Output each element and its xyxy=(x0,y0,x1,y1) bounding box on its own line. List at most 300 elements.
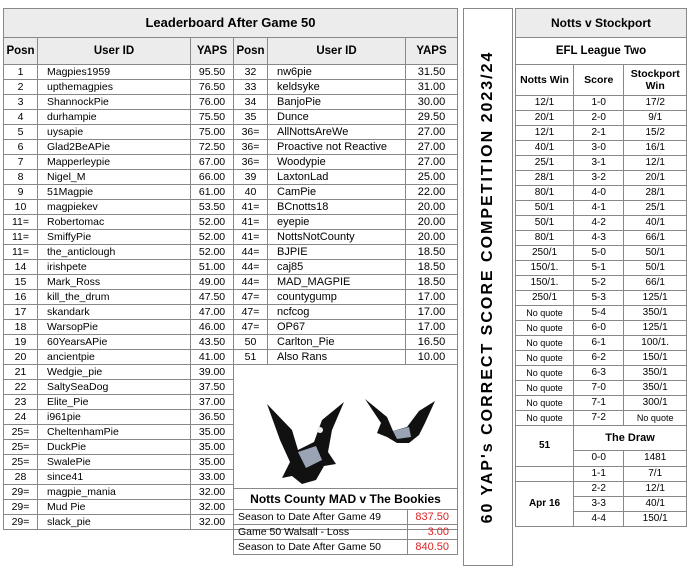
match-title: Notts v Stockport xyxy=(516,9,687,38)
yaps-cell: 52.00 xyxy=(191,245,234,260)
yaps-cell: 17.00 xyxy=(406,305,458,320)
table-row xyxy=(4,95,458,110)
mad-label: Season to Date After Game 49 xyxy=(234,510,408,525)
user-cell: ShannockPie xyxy=(38,95,191,110)
table-row xyxy=(4,80,458,95)
table-row xyxy=(4,230,458,245)
user-cell: Carlton_Pie xyxy=(268,335,406,350)
posn-cell: 29= xyxy=(4,500,38,515)
posn-cell: 4 xyxy=(4,110,38,125)
yaps-cell: 37.50 xyxy=(191,380,234,395)
mad-table xyxy=(233,488,458,555)
home-odds: No quote xyxy=(516,381,574,396)
draw-odds: 40/1 xyxy=(624,497,687,512)
yaps-cell: 20.00 xyxy=(406,200,458,215)
score-cell: 3-2 xyxy=(574,171,624,186)
posn-cell: 24 xyxy=(4,410,38,425)
user-cell: the_anticlough xyxy=(38,245,191,260)
posn-cell: 21 xyxy=(4,365,38,380)
home-odds: 50/1 xyxy=(516,216,574,231)
posn-cell: 51 xyxy=(234,350,268,365)
posn-cell: 11= xyxy=(4,215,38,230)
draw-title: The Draw xyxy=(574,426,687,451)
user-cell: uysapie xyxy=(38,125,191,140)
user-cell: Proactive not Reactive xyxy=(268,140,406,155)
table-row xyxy=(4,65,458,80)
home-odds: 150/1. xyxy=(516,261,574,276)
yaps-cell: 35.00 xyxy=(191,440,234,455)
away-odds: 66/1 xyxy=(624,231,687,246)
posn-cell: 36= xyxy=(234,140,268,155)
home-odds: No quote xyxy=(516,366,574,381)
odds-row xyxy=(516,306,687,321)
posn-cell: 23 xyxy=(4,395,38,410)
posn-cell: 29= xyxy=(4,485,38,500)
user-cell: magpiekev xyxy=(38,200,191,215)
posn-cell: 33 xyxy=(234,80,268,95)
home-odds: No quote xyxy=(516,306,574,321)
odds-row xyxy=(516,246,687,261)
score-cell: 6-3 xyxy=(574,366,624,381)
posn-cell: 44= xyxy=(234,260,268,275)
posn-header: Posn xyxy=(234,38,268,65)
away-odds: 66/1 xyxy=(624,276,687,291)
draw-odds: 7/1 xyxy=(624,467,687,482)
yaps-cell: 75.00 xyxy=(191,125,234,140)
draw-score: 0-0 xyxy=(574,450,624,466)
user-cell: irishpete xyxy=(38,260,191,275)
yaps-cell: 47.00 xyxy=(191,305,234,320)
odds-row xyxy=(516,366,687,381)
yaps-cell: 27.00 xyxy=(406,140,458,155)
yaps-cell: 53.50 xyxy=(191,200,234,215)
user-cell: magpie_mania xyxy=(38,485,191,500)
yaps-cell: 46.00 xyxy=(191,320,234,335)
yaps-cell: 18.50 xyxy=(406,245,458,260)
score-cell: 3-1 xyxy=(574,156,624,171)
table-row xyxy=(4,155,458,170)
away-odds: 50/1 xyxy=(624,261,687,276)
posn-cell: 41= xyxy=(234,230,268,245)
score-cell: 5-4 xyxy=(574,306,624,321)
yaps-cell: 35.00 xyxy=(191,455,234,470)
away-odds: 350/1 xyxy=(624,366,687,381)
yaps-cell: 43.50 xyxy=(191,335,234,350)
user-cell: 51Magpie xyxy=(38,185,191,200)
table-row xyxy=(4,335,458,350)
user-cell: NottsNotCounty xyxy=(268,230,406,245)
user-cell: WarsopPie xyxy=(38,320,191,335)
away-odds: 17/2 xyxy=(624,96,687,111)
odds-row xyxy=(516,216,687,231)
user-cell: LaxtonLad xyxy=(268,170,406,185)
posn-cell: 1 xyxy=(4,65,38,80)
draw-odds: 12/1 xyxy=(624,482,687,497)
magpie-icon xyxy=(262,400,352,486)
yaps-cell: 17.00 xyxy=(406,320,458,335)
home-odds: 250/1 xyxy=(516,291,574,306)
user-cell: i961pie xyxy=(38,410,191,425)
yaps-cell: 33.00 xyxy=(191,470,234,485)
user-cell: AllNottsAreWe xyxy=(268,125,406,140)
yaps-cell: 67.00 xyxy=(191,155,234,170)
home-odds: 40/1 xyxy=(516,141,574,156)
draw-score: 3-3 xyxy=(574,497,624,512)
vertical-title: 60 YAP's CORRECT SCORE COMPETITION 2023/24 xyxy=(479,50,496,524)
score-cell: 6-1 xyxy=(574,336,624,351)
user-cell: ncfcog xyxy=(268,305,406,320)
table-row xyxy=(4,140,458,155)
yaps-cell: 76.00 xyxy=(191,95,234,110)
posn-cell: 8 xyxy=(4,170,38,185)
yaps-cell: 36.50 xyxy=(191,410,234,425)
yaps-cell: 72.50 xyxy=(191,140,234,155)
posn-cell: 40 xyxy=(234,185,268,200)
home-odds: 12/1 xyxy=(516,96,574,111)
home-odds: 28/1 xyxy=(516,171,574,186)
user-cell: MAD_MAGPIE xyxy=(268,275,406,290)
posn-header: Posn xyxy=(4,38,38,65)
posn-cell: 14 xyxy=(4,260,38,275)
posn-cell: 18 xyxy=(4,320,38,335)
odds-row xyxy=(516,171,687,186)
table-row xyxy=(4,125,458,140)
posn-cell: 17 xyxy=(4,305,38,320)
yaps-cell: 66.00 xyxy=(191,170,234,185)
draw-odds: 1481 xyxy=(624,450,687,466)
posn-cell: 47= xyxy=(234,305,268,320)
posn-cell: 11= xyxy=(4,245,38,260)
match-date: Apr 16 xyxy=(516,482,574,527)
user-cell: ancientpie xyxy=(38,350,191,365)
table-row xyxy=(4,365,458,380)
yaps-cell: 18.50 xyxy=(406,275,458,290)
score-cell: 7-1 xyxy=(574,396,624,411)
yaps-cell: 37.00 xyxy=(191,395,234,410)
posn-cell: 50 xyxy=(234,335,268,350)
yaps-cell: 52.00 xyxy=(191,215,234,230)
mad-label: Season to Date After Game 50 xyxy=(234,540,408,555)
yaps-cell: 39.00 xyxy=(191,365,234,380)
user-cell: kill_the_drum xyxy=(38,290,191,305)
score-cell: 3-0 xyxy=(574,141,624,156)
home-odds: No quote xyxy=(516,411,574,426)
posn-cell: 35 xyxy=(234,110,268,125)
league-name: EFL League Two xyxy=(516,38,687,65)
odds-table xyxy=(515,8,687,527)
score-cell: 5-1 xyxy=(574,261,624,276)
posn-cell: 44= xyxy=(234,275,268,290)
user-cell: slack_pie xyxy=(38,515,191,530)
score-cell: 6-2 xyxy=(574,351,624,366)
posn-cell: 5 xyxy=(4,125,38,140)
posn-cell: 22 xyxy=(4,380,38,395)
yaps-cell: 95.50 xyxy=(191,65,234,80)
user-cell: durhampie xyxy=(38,110,191,125)
odds-row xyxy=(516,231,687,246)
away-win-header: Stockport Win xyxy=(624,65,687,96)
yaps-cell: 31.00 xyxy=(406,80,458,95)
posn-cell: 29= xyxy=(4,515,38,530)
home-odds: 25/1 xyxy=(516,156,574,171)
posn-cell: 39 xyxy=(234,170,268,185)
user-cell: Also Rans xyxy=(268,350,406,365)
odds-row xyxy=(516,201,687,216)
score-cell: 2-0 xyxy=(574,111,624,126)
yaps-cell: 10.00 xyxy=(406,350,458,365)
posn-cell: 16 xyxy=(4,290,38,305)
user-cell: SaltySeaDog xyxy=(38,380,191,395)
odds-row xyxy=(516,351,687,366)
user-cell: CheltenhamPie xyxy=(38,425,191,440)
table-row xyxy=(4,110,458,125)
posn-cell: 34 xyxy=(234,95,268,110)
yaps-cell: 32.00 xyxy=(191,500,234,515)
yaps-cell: 75.50 xyxy=(191,110,234,125)
posn-cell: 47= xyxy=(234,320,268,335)
away-odds: 16/1 xyxy=(624,141,687,156)
away-odds: 28/1 xyxy=(624,186,687,201)
away-odds: 125/1 xyxy=(624,291,687,306)
yaps-cell: 30.00 xyxy=(406,95,458,110)
posn-cell: 3 xyxy=(4,95,38,110)
posn-cell: 25= xyxy=(4,425,38,440)
yaps-cell: 29.50 xyxy=(406,110,458,125)
user-cell: Mark_Ross xyxy=(38,275,191,290)
yaps-header: YAPS xyxy=(191,38,234,65)
odds-row xyxy=(516,111,687,126)
table-row xyxy=(4,290,458,305)
leaderboard xyxy=(3,8,458,530)
away-odds: 15/2 xyxy=(624,126,687,141)
score-cell: 7-2 xyxy=(574,411,624,426)
score-cell: 5-0 xyxy=(574,246,624,261)
table-row xyxy=(4,215,458,230)
posn-cell: 25= xyxy=(4,455,38,470)
yaps-cell: 25.00 xyxy=(406,170,458,185)
posn-cell: 44= xyxy=(234,245,268,260)
home-odds: 80/1 xyxy=(516,186,574,201)
posn-cell: 41= xyxy=(234,215,268,230)
yaps-cell: 31.50 xyxy=(406,65,458,80)
user-cell: BanjoPie xyxy=(268,95,406,110)
vertical-title-box xyxy=(463,8,513,566)
yaps-cell: 27.00 xyxy=(406,155,458,170)
score-cell: 7-0 xyxy=(574,381,624,396)
user-cell: Magpies1959 xyxy=(38,65,191,80)
posn-cell: 25= xyxy=(4,440,38,455)
score-cell: 2-1 xyxy=(574,126,624,141)
away-odds: 100/1. xyxy=(624,336,687,351)
away-odds: 12/1 xyxy=(624,156,687,171)
odds-row xyxy=(516,396,687,411)
away-odds: 350/1 xyxy=(624,381,687,396)
user-cell: caj85 xyxy=(268,260,406,275)
posn-cell: 9 xyxy=(4,185,38,200)
odds-row xyxy=(516,126,687,141)
home-odds: No quote xyxy=(516,351,574,366)
leaderboard-table xyxy=(3,8,458,530)
leaderboard-title: Leaderboard After Game 50 xyxy=(4,9,458,38)
home-odds: 150/1. xyxy=(516,276,574,291)
table-row xyxy=(4,260,458,275)
yaps-cell: 18.50 xyxy=(406,260,458,275)
yaps-cell: 17.00 xyxy=(406,290,458,305)
home-odds: No quote xyxy=(516,321,574,336)
posn-cell: 36= xyxy=(234,125,268,140)
yaps-cell: 20.00 xyxy=(406,215,458,230)
score-cell: 6-0 xyxy=(574,321,624,336)
user-cell: SmiffyPie xyxy=(38,230,191,245)
user-cell: nw6pie xyxy=(268,65,406,80)
table-row xyxy=(4,170,458,185)
odds-row xyxy=(516,411,687,426)
score-header: Score xyxy=(574,65,624,96)
table-row xyxy=(4,200,458,215)
magpie-icon xyxy=(363,397,438,445)
home-odds: 20/1 xyxy=(516,111,574,126)
yaps-cell: 76.50 xyxy=(191,80,234,95)
mad-value: 3.00 xyxy=(407,525,457,540)
mad-title: Notts County MAD v The Bookies xyxy=(234,489,458,510)
table-row xyxy=(4,275,458,290)
yaps-cell: 32.00 xyxy=(191,515,234,530)
posn-cell: 11= xyxy=(4,230,38,245)
home-odds: No quote xyxy=(516,396,574,411)
table-row xyxy=(4,305,458,320)
yaps-cell: 47.50 xyxy=(191,290,234,305)
user-cell: OP67 xyxy=(268,320,406,335)
yaps-cell: 51.00 xyxy=(191,260,234,275)
score-cell: 4-1 xyxy=(574,201,624,216)
user-cell: keldsyke xyxy=(268,80,406,95)
draw-odds: 150/1 xyxy=(624,512,687,527)
user-cell: countygump xyxy=(268,290,406,305)
user-cell: Wedgie_pie xyxy=(38,365,191,380)
home-odds: No quote xyxy=(516,336,574,351)
odds-row xyxy=(516,156,687,171)
yaps-cell: 22.00 xyxy=(406,185,458,200)
table-row xyxy=(4,185,458,200)
user-cell: Glad2BeAPie xyxy=(38,140,191,155)
draw-score: 2-2 xyxy=(574,482,624,497)
posn-cell: 19 xyxy=(4,335,38,350)
away-odds: 300/1 xyxy=(624,396,687,411)
odds-row xyxy=(516,276,687,291)
score-cell: 5-2 xyxy=(574,276,624,291)
game-number: 51 xyxy=(516,426,574,467)
posn-cell: 2 xyxy=(4,80,38,95)
posn-cell: 36= xyxy=(234,155,268,170)
user-cell: BJPIE xyxy=(268,245,406,260)
table-row xyxy=(4,320,458,335)
draw-score: 1-1 xyxy=(574,467,624,482)
posn-cell: 32 xyxy=(234,65,268,80)
yaps-cell: 16.50 xyxy=(406,335,458,350)
user-cell: CamPie xyxy=(268,185,406,200)
away-odds: No quote xyxy=(624,411,687,426)
yaps-cell: 52.00 xyxy=(191,230,234,245)
user-cell: DuckPie xyxy=(38,440,191,455)
user-cell: upthemagpies xyxy=(38,80,191,95)
user-cell: skandark xyxy=(38,305,191,320)
home-odds: 80/1 xyxy=(516,231,574,246)
odds-row xyxy=(516,96,687,111)
posn-cell: 28 xyxy=(4,470,38,485)
odds-row xyxy=(516,141,687,156)
home-odds: 250/1 xyxy=(516,246,574,261)
user-cell: Mud Pie xyxy=(38,500,191,515)
table-row xyxy=(4,350,458,365)
table-row xyxy=(4,245,458,260)
user-cell: Dunce xyxy=(268,110,406,125)
odds-row xyxy=(516,261,687,276)
mad-label: Game 50 Walsall - Loss xyxy=(234,525,408,540)
posn-cell: 10 xyxy=(4,200,38,215)
user-cell: since41 xyxy=(38,470,191,485)
user-cell: Nigel_M xyxy=(38,170,191,185)
odds-row xyxy=(516,321,687,336)
posn-cell: 41= xyxy=(234,200,268,215)
yaps-cell: 41.00 xyxy=(191,350,234,365)
user-cell: Elite_Pie xyxy=(38,395,191,410)
home-odds: 50/1 xyxy=(516,201,574,216)
odds-row xyxy=(516,291,687,306)
posn-cell: 20 xyxy=(4,350,38,365)
away-odds: 9/1 xyxy=(624,111,687,126)
mad-value: 837.50 xyxy=(407,510,457,525)
yaps-cell: 35.00 xyxy=(191,425,234,440)
mad-value: 840.50 xyxy=(407,540,457,555)
posn-cell: 7 xyxy=(4,155,38,170)
away-odds: 20/1 xyxy=(624,171,687,186)
odds-row xyxy=(516,336,687,351)
away-odds: 40/1 xyxy=(624,216,687,231)
odds-panel xyxy=(515,8,687,527)
away-odds: 50/1 xyxy=(624,246,687,261)
odds-row xyxy=(516,186,687,201)
draw-score: 4-4 xyxy=(574,512,624,527)
score-cell: 1-0 xyxy=(574,96,624,111)
yaps-cell: 61.00 xyxy=(191,185,234,200)
odds-row xyxy=(516,381,687,396)
posn-cell: 15 xyxy=(4,275,38,290)
yaps-cell: 20.00 xyxy=(406,230,458,245)
user-cell: 60YearsAPie xyxy=(38,335,191,350)
away-odds: 350/1 xyxy=(624,306,687,321)
user-cell: Woodypie xyxy=(268,155,406,170)
posn-cell: 47= xyxy=(234,290,268,305)
home-odds: 12/1 xyxy=(516,126,574,141)
away-odds: 25/1 xyxy=(624,201,687,216)
yaps-cell: 49.00 xyxy=(191,275,234,290)
score-cell: 4-2 xyxy=(574,216,624,231)
score-cell: 5-3 xyxy=(574,291,624,306)
away-odds: 125/1 xyxy=(624,321,687,336)
yaps-cell: 27.00 xyxy=(406,125,458,140)
user-cell: BCnotts18 xyxy=(268,200,406,215)
user-header: User ID xyxy=(38,38,191,65)
user-cell: SwalePie xyxy=(38,455,191,470)
user-cell: Mapperleypie xyxy=(38,155,191,170)
yaps-header: YAPS xyxy=(406,38,458,65)
yaps-cell: 32.00 xyxy=(191,485,234,500)
user-cell: Robertomac xyxy=(38,215,191,230)
posn-cell: 6 xyxy=(4,140,38,155)
score-cell: 4-0 xyxy=(574,186,624,201)
score-cell: 4-3 xyxy=(574,231,624,246)
away-odds: 150/1 xyxy=(624,351,687,366)
